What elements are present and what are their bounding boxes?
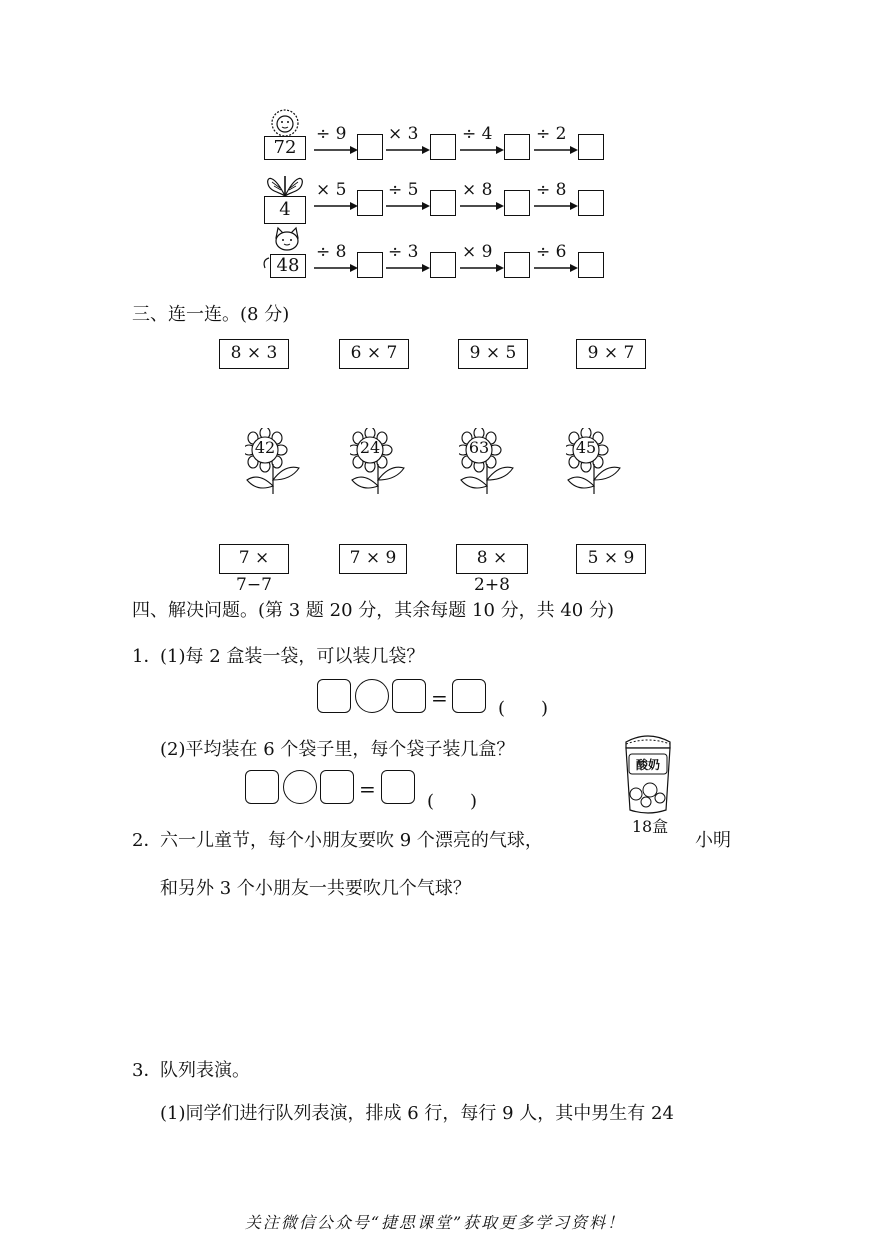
chain-start-3 — [262, 226, 308, 278]
answer-box[interactable] — [504, 134, 530, 160]
chain-arrow — [314, 180, 358, 216]
answer-box[interactable] — [504, 252, 530, 278]
question-1-part-1: (1)每 2 盒装一袋，可以装几袋？ — [160, 646, 425, 667]
equation-box[interactable] — [317, 679, 351, 713]
yogurt-caption: 18盒 — [631, 817, 669, 836]
operation-label: ÷ 5 — [388, 180, 419, 200]
answer-box[interactable] — [430, 252, 456, 278]
chain-arrow — [460, 124, 504, 160]
question-1-number: 1． — [132, 646, 162, 667]
chain-start-2 — [262, 168, 308, 220]
question-3-number: 3． — [132, 1060, 162, 1081]
question-2-line-1: 六一儿童节，每个小朋友要吹 9 个漂亮的气球， — [160, 830, 543, 851]
equation-box[interactable] — [320, 770, 354, 804]
flower-number: 42 — [254, 438, 276, 457]
top-expression-box[interactable]: 9 × 5 — [458, 339, 528, 369]
top-expression-box[interactable]: 9 × 7 — [576, 339, 646, 369]
answer-box[interactable] — [504, 190, 530, 216]
chain-arrow — [534, 124, 578, 160]
answer-box[interactable] — [357, 252, 383, 278]
question-2-number: 2． — [132, 830, 162, 851]
yogurt-picture — [620, 732, 676, 836]
chain-start-number: 48 — [270, 254, 306, 278]
chain-arrow — [314, 242, 358, 278]
answer-box[interactable] — [430, 190, 456, 216]
chain-arrow — [314, 124, 358, 160]
unit-parentheses[interactable]: ( ) — [427, 791, 478, 812]
equation-box[interactable] — [392, 679, 426, 713]
operation-label: ÷ 9 — [316, 124, 347, 144]
chain-arrow — [460, 180, 504, 216]
operation-label: ÷ 6 — [536, 242, 567, 262]
chain-arrow — [386, 242, 430, 278]
chain-arrow — [460, 242, 504, 278]
answer-box[interactable] — [430, 134, 456, 160]
bottom-expression-box[interactable]: 7 × 7−7 — [219, 544, 289, 574]
footer-note: 关注微信公众号“捷思课堂”获取更多学习资料！ — [244, 1213, 626, 1232]
result-box[interactable] — [452, 679, 486, 713]
yogurt-cup-icon — [620, 732, 676, 816]
operator-circle[interactable] — [355, 679, 389, 713]
chain-arrow — [534, 180, 578, 216]
equals-sign: = — [359, 777, 376, 801]
operator-circle[interactable] — [283, 770, 317, 804]
chain-arrow — [534, 242, 578, 278]
flower-number: 63 — [468, 438, 490, 457]
chain-arrow — [386, 124, 430, 160]
answer-box[interactable] — [578, 252, 604, 278]
equation-box[interactable] — [245, 770, 279, 804]
question-3-part-1: (1)同学们进行队列表演，排成 6 行，每行 9 人，其中男生有 24 — [160, 1103, 674, 1124]
unit-parentheses[interactable]: ( ) — [498, 698, 549, 719]
operation-label: × 9 — [462, 242, 493, 262]
bottom-expression-box[interactable]: 7 × 9 — [339, 544, 407, 574]
bottom-expression-box[interactable]: 8 × 2+8 — [456, 544, 528, 574]
chain-start-1 — [262, 108, 308, 160]
operation-label: ÷ 8 — [316, 242, 347, 262]
yogurt-label: 酸奶 — [635, 758, 660, 772]
flower[interactable] — [459, 428, 523, 508]
flower-number: 24 — [359, 438, 381, 457]
question-1-part-2: (2)平均装在 6 个袋子里，每个袋子装几盒？ — [160, 739, 515, 760]
flower[interactable] — [566, 428, 630, 508]
flower[interactable] — [350, 428, 414, 508]
answer-box[interactable] — [578, 134, 604, 160]
operation-label: × 8 — [462, 180, 493, 200]
operation-label: ÷ 2 — [536, 124, 567, 144]
chain-arrow — [386, 180, 430, 216]
operation-label: ÷ 3 — [388, 242, 419, 262]
equals-sign: = — [431, 686, 448, 710]
operation-label: × 5 — [316, 180, 347, 200]
cat-icon — [272, 226, 302, 256]
top-expression-box[interactable]: 8 × 3 — [219, 339, 289, 369]
answer-box[interactable] — [357, 190, 383, 216]
section-4-title: 四、解决问题。(第 3 题 20 分，其余每题 10 分，共 40 分) — [132, 600, 614, 621]
chain-start-number: 72 — [264, 136, 306, 160]
chain-start-number: 4 — [264, 196, 306, 224]
top-expression-box[interactable]: 6 × 7 — [339, 339, 409, 369]
operation-label: × 3 — [388, 124, 419, 144]
cat-tail-icon — [262, 256, 270, 270]
operation-label: ÷ 4 — [462, 124, 493, 144]
flower[interactable] — [245, 428, 309, 508]
result-box[interactable] — [381, 770, 415, 804]
question-2-line-2: 和另外 3 个小朋友一共要吹几个气球？ — [160, 878, 471, 899]
question-3-title: 队列表演。 — [160, 1060, 250, 1081]
answer-box[interactable] — [578, 190, 604, 216]
section-3-title: 三、连一连。(8 分) — [132, 304, 290, 325]
flower-number: 45 — [575, 438, 597, 457]
bottom-expression-box[interactable]: 5 × 9 — [576, 544, 646, 574]
answer-box[interactable] — [357, 134, 383, 160]
question-2-line-1-end: 小明 — [695, 830, 731, 851]
operation-label: ÷ 8 — [536, 180, 567, 200]
